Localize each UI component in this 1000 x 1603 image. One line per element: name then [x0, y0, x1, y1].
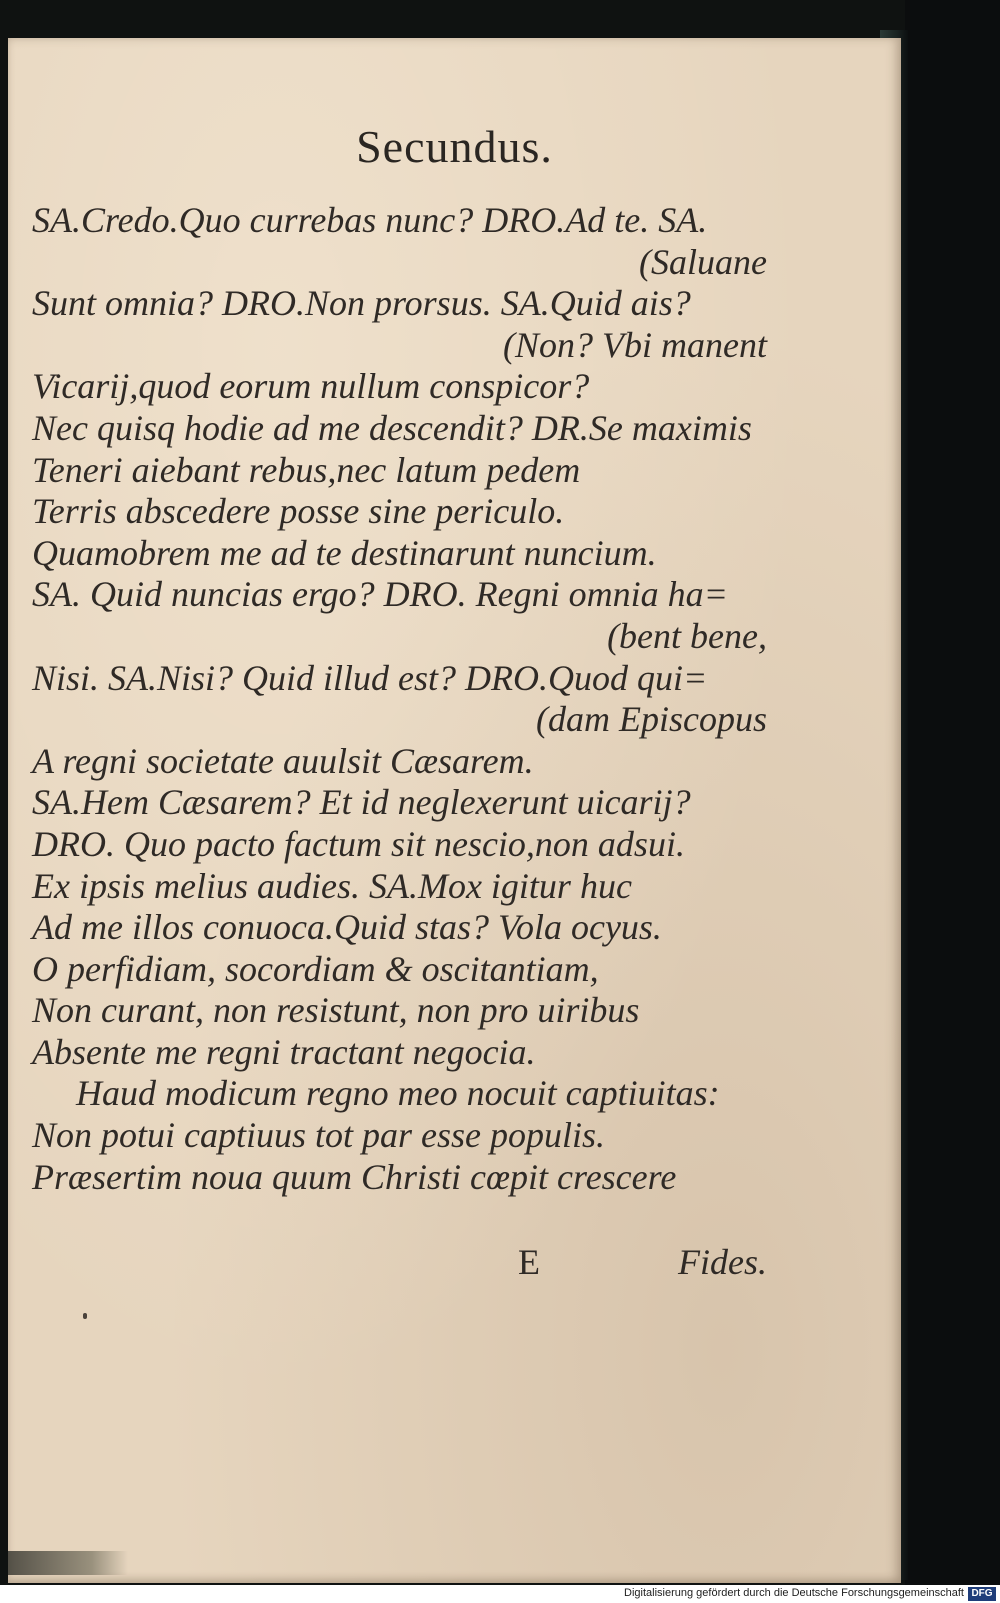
text-line: SA.Credo.Quo currebas nunc? DRO.Ad te. SA. — [32, 200, 708, 240]
text-line: A regni societate auulsit Cæsarem. — [32, 740, 534, 781]
text-line: (dam Episcopus — [536, 699, 767, 740]
verse-text-block — [32, 200, 767, 1198]
text-line: Non curant, non resistunt, non pro uiribus — [32, 990, 640, 1031]
text-line: Absente me regni tractant negocia. — [32, 1031, 536, 1072]
text-line: Sunt omnia? DRO.Non prorsus. SA.Quid ais? — [32, 283, 691, 324]
text-line: SA.Hem Cæsarem? Et id neglexerunt uicarij? — [32, 782, 691, 823]
page-footer-marks — [32, 1241, 767, 1283]
text-line: Haud modicum regno meo nocuit captiuitas: — [76, 1073, 720, 1114]
digitization-footer — [0, 1585, 1000, 1603]
text-line: DRO. Quo pacto factum sit nescio,non adsui. — [32, 823, 685, 864]
dfg-logo-icon: DFG — [968, 1587, 996, 1601]
text-line: Præsertim noua quum Christi cœpit crescere — [32, 1156, 677, 1197]
ink-speck — [83, 1313, 87, 1319]
text-line: Ad me illos conuoca.Quid stas? Vola ocyus. — [32, 907, 662, 948]
catchword: Fides. — [678, 1242, 767, 1282]
signature-mark: E — [518, 1242, 540, 1282]
text-line: SA. Quid nuncias ergo? DRO. Regni omnia ha= — [32, 574, 728, 615]
book-page — [8, 38, 901, 1583]
page-stain — [8, 1551, 128, 1575]
running-head: Secundus. — [356, 121, 553, 172]
text-line: Non potui captiuus tot par esse populis. — [32, 1115, 606, 1156]
text-line: (Non? Vbi manent — [503, 324, 767, 365]
text-line: Quamobrem me ad te destinarunt nuncium. — [32, 532, 657, 573]
text-line: Vicarij,quod eorum nullum conspicor? — [32, 366, 590, 407]
text-line: (bent bene, — [607, 615, 767, 656]
text-line: (Saluane — [639, 241, 767, 282]
text-line: Nisi. SA.Nisi? Quid illud est? DRO.Quod qui= — [32, 657, 708, 698]
text-line: O perfidiam, socordiam & oscitantiam, — [32, 948, 599, 989]
text-line: Terris abscedere posse sine periculo. — [32, 491, 565, 532]
footer-credit: Digitalisierung gefördert durch die Deutsche Forschungsgemeinschaft — [624, 1587, 964, 1599]
text-line: Ex ipsis melius audies. SA.Mox igitur huc — [32, 865, 632, 906]
text-line: Teneri aiebant rebus,nec latum pedem — [32, 449, 581, 490]
scan-background — [905, 0, 1000, 1603]
text-line: Nec quisq hodie ad me descendit? DR.Se maximis — [32, 407, 752, 448]
